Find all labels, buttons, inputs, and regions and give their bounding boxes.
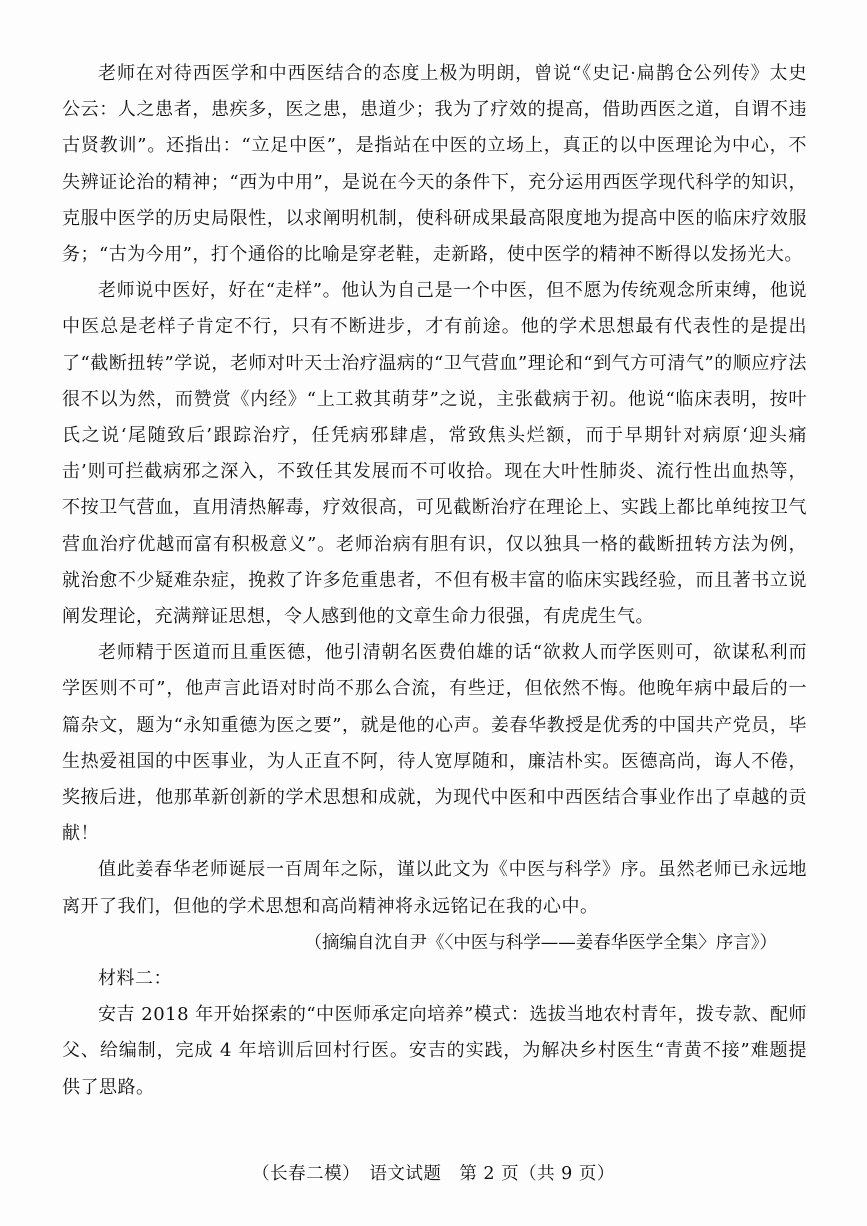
document-body (62, 56, 807, 1106)
paragraph-3: 老师精于医道而且重医德，他引清朝名医费伯雄的话“欲救人而学医则可，欲谋私利而学医则不可”，他声言此语对时尚不那么合流，有些迂，但依然不悔。他晚年病中最后的一篇杂文，题为“永知重德为医之要”，就是他的心声。姜春华教授是优秀的中国共产党员，毕生热爱祖国的中医事业，为人正直不阿，待人宽厚随和，廉洁朴实。医德高尚，诲人不倦，奖掖后进，他那革新创新的学术思想和成就，为现代中医和中西医结合事业作出了卓越的贡献！ (62, 642, 807, 845)
paragraph-2: 老师说中医好，好在“走样”。他认为自己是一个中医，但不愿为传统观念所束缚，他说中医总是老样子肯定不行，只有不断进步，才有前途。他的学术思想最有代表性的是提出了“截断扭转”学说，老师对叶天士治疗温病的“卫气营血”理论和“到气方可清气”的顺应疗法很不以为然，而赞赏《内经》“上工救其萌芽”之说，主张截病于初。他说“临床表明，按叶氏之说‘尾随致后’跟踪治疗，任凭病邪肆虐，常致焦头烂额，而于早期针对病原‘迎头痛击’则可拦截病邪之深入，不致任其发展而不可收拾。现在大叶性肺炎、流行性出血热等，不按卫气营血，直用清热解毒，疗效很高，可见截断治疗在理论上、实践上都比单纯按卫气营血治疗优越而富有积极意义”。老师治病有胆有识，仅以独具一格的截断扭转方法为例，就治愈不少疑难杂症，挽救了许多危重患者，不但有极丰富的临床实践经验，而且著书立说阐发理论，充满辩证思想，令人感到他的文章生命力很强，有虎虎生气。 (62, 280, 807, 628)
material-2-heading: 材料二： (98, 968, 172, 990)
paragraph-4: 值此姜春华老师诞辰一百周年之际，谨以此文为《中医与科学》序。虽然老师已永远地离开了我们，但他的学术思想和高尚精神将永远铭记在我的心中。 (62, 859, 807, 917)
source-citation: （摘编自沈自尹《〈中医与科学——姜春华医学全集〉序言》） (304, 932, 777, 953)
page-footer: （长春二模） 语文试题 第 2 页（共 9 页） (252, 1164, 615, 1184)
material-2-body: 安吉 2018 年开始探索的“中医师承定向培养”模式：选拔当地农村青年，拨专款、配师父、给编制，完成 4 年培训后回村行医。安吉的实践，为解决乡村医生“青黄不接”难题提供了思路。 (62, 1004, 807, 1098)
paragraph-1: 老师在对待西医学和中西医结合的态度上极为明朗，曾说“《史记·扁鹊仓公列传》太史公云：人之患者，患疾多，医之患，患道少；我为了疗效的提高，借助西医之道，自谓不违古贤教训”。还指出：“立足中医”，是指站在中医的立场上，真正的以中医理论为中心，不失辨证论治的精神；“西为中用”，是说在今天的条件下，充分运用西医学现代科学的知识，克服中医学的历史局限性，以求阐明机制，使科研成果最高限度地为提高中医的临床疗效服务；“古为今用”，打个通俗的比喻是穿老鞋，走新路，使中医学的精神不断得以发扬光大。 (62, 63, 807, 266)
